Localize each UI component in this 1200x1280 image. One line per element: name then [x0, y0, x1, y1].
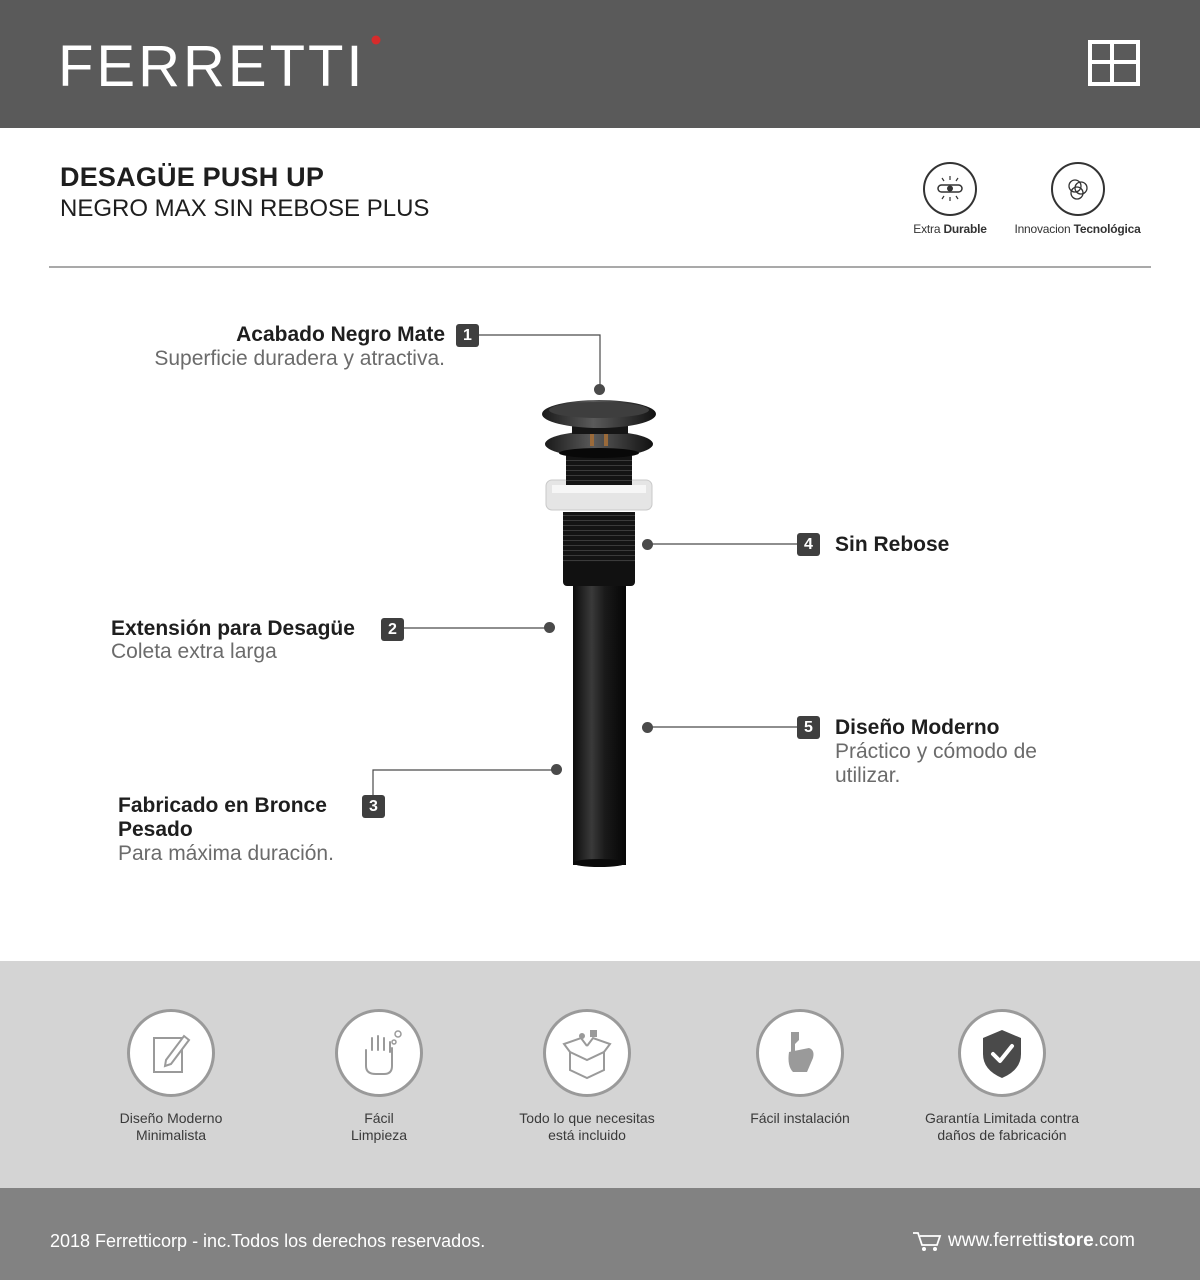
callout-2-desc: Coleta extra larga: [111, 640, 277, 663]
store-link-suffix: .com: [1093, 1230, 1135, 1251]
ferretti-mark-icon: [1088, 40, 1140, 86]
callout-1-number: 1: [456, 324, 479, 347]
leader-line-1: [478, 335, 600, 388]
callout-4-number: 4: [797, 533, 820, 556]
callout-1-desc: Superficie duradera y atractiva.: [154, 347, 445, 370]
feature-label: Garantía Limitada contra daños de fabricación: [924, 1110, 1080, 1143]
cart-icon: [912, 1230, 942, 1252]
badge-label-light: Innovacion: [1014, 222, 1074, 236]
callout-dot-2: [544, 622, 555, 633]
callout-1-title: Acabado Negro Mate: [236, 323, 445, 346]
feature-label: Fácil Limpieza: [350, 1110, 408, 1143]
clean-hand-icon: [335, 1009, 423, 1097]
leader-line-3: [373, 770, 556, 797]
callout-dot-3: [551, 764, 562, 775]
callout-3-title-line1: Fabricado en Bronce: [118, 794, 327, 817]
callout-2-number: 2: [381, 618, 404, 641]
feature-warranty: [897, 1009, 1107, 1144]
technology-icon: [1051, 162, 1105, 216]
callout-dot-1: [594, 384, 605, 395]
ferretti-logo: [58, 34, 398, 94]
callout-5-title: Diseño Moderno: [835, 716, 1000, 739]
threaded-body: [563, 512, 635, 562]
callout-dot-5: [642, 722, 653, 733]
callout-3-title-line2: Pesado: [118, 818, 193, 841]
store-link-prefix: www.ferretti: [948, 1230, 1048, 1251]
store-link-bold: store: [1047, 1230, 1094, 1251]
section-divider: [49, 266, 1151, 268]
callout-5-desc-line1: Práctico y cómodo de: [835, 740, 1037, 763]
shield-check-icon: [958, 1009, 1046, 1097]
svg-text:FERRETTI: FERRETTI: [58, 34, 366, 94]
callout-5-number: 5: [797, 716, 820, 739]
badge-label-bold: Tecnológica: [1073, 222, 1141, 236]
feature-label: Diseño Moderno Minimalista: [119, 1110, 223, 1143]
product-title: DESAGÜE PUSH UP: [60, 162, 325, 192]
tailpiece-pipe: [573, 585, 626, 865]
store-link[interactable]: [948, 1230, 1135, 1252]
wrench-hand-icon: [756, 1009, 844, 1097]
durable-icon: [923, 162, 977, 216]
callout-dot-4: [642, 539, 653, 550]
pencil-note-icon: [127, 1009, 215, 1097]
callout-3-number: 3: [362, 795, 385, 818]
callout-5-desc-line2: utilizar.: [835, 764, 901, 787]
callout-4-title: Sin Rebose: [835, 533, 950, 556]
feature-easy-install: [695, 1009, 905, 1127]
feature-easy-clean: [274, 1009, 484, 1144]
open-box-icon: [543, 1009, 631, 1097]
callout-2-title: Extensión para Desagüe: [111, 617, 355, 640]
badge-technology: [1010, 162, 1145, 236]
badge-label-light: Extra: [913, 222, 944, 236]
product-subtitle: NEGRO MAX SIN REBOSE PLUS: [60, 195, 430, 222]
copyright-text: 2018 Ferretticorp - inc.Todos los derechos reservados.: [50, 1231, 486, 1251]
feature-modern-design: [66, 1009, 276, 1144]
feature-label: Fácil instalación: [750, 1110, 850, 1126]
lock-nut: [563, 558, 635, 586]
badge-label-bold: Durable: [943, 222, 987, 236]
feature-all-included: [482, 1009, 692, 1144]
badge-durable: [900, 162, 1000, 236]
feature-label: Todo lo que necesitas está incluido: [519, 1110, 655, 1143]
callout-3-desc: Para máxima duración.: [118, 842, 334, 865]
